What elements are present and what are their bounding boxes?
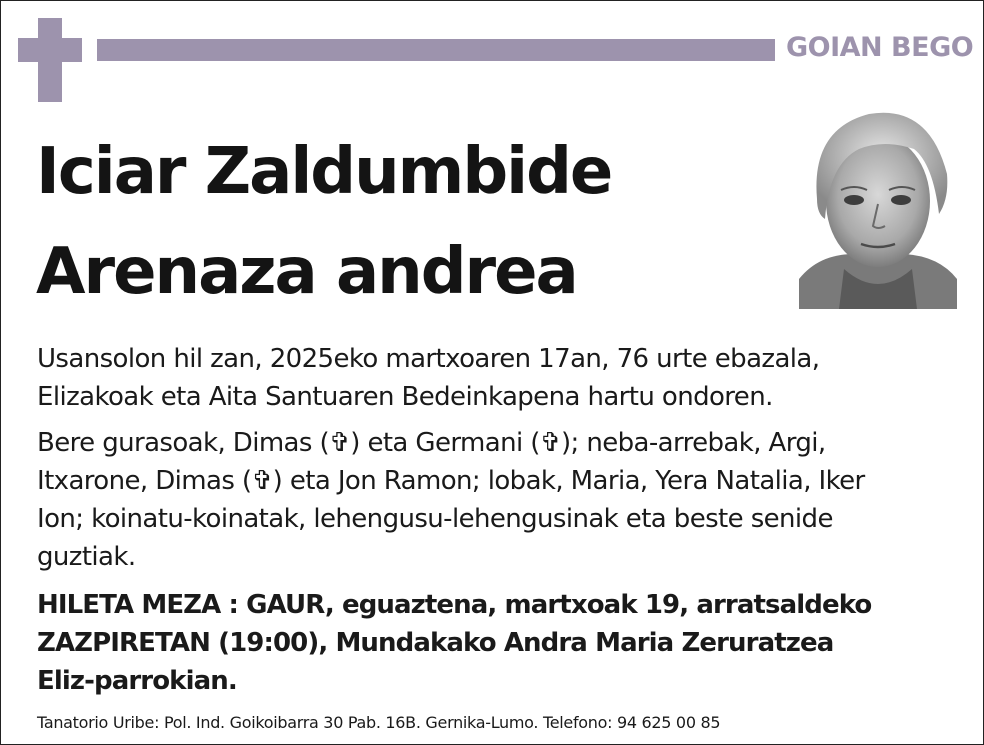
text-line: Bere gurasoak, Dimas (✞) eta Germani (✞); neba-arrebak, Argi, [37, 428, 826, 458]
deceased-name-line1: Iciar Zaldumbide [36, 135, 612, 209]
text-line: HILETA MEZA : GAUR, eguaztena, martxoak 19, arratsaldeko [37, 590, 872, 620]
family-paragraph [37, 424, 957, 576]
portrait-photo [799, 104, 957, 309]
text-line: Itxarone, Dimas (✞) eta Jon Ramon; lobak, Maria, Yera Natalia, Iker [37, 466, 865, 496]
text-line: guztiak. [37, 542, 136, 572]
text-line: ZAZPIRETAN (19:00), Mundakako Andra Maria Zeruratzea [37, 628, 834, 658]
header-rule [97, 39, 775, 61]
deceased-name-line2: Arenaza andrea [36, 235, 577, 309]
funeral-home-footer: Tanatorio Uribe: Pol. Ind. Goikoibarra 30 Pab. 16B. Gernika-Lumo. Telefono: 94 625 00 85 [37, 713, 721, 732]
text-line: Usansolon hil zan, 2025eko martxoaren 17an, 76 urte ebazala, [37, 344, 820, 374]
text-line: Eliz-parrokian. [37, 666, 237, 696]
text-line: Elizakoak eta Aita Santuaren Bedeinkapena hartu ondoren. [37, 382, 773, 412]
header-label: GOIAN BEGO [786, 32, 974, 63]
death-notice-paragraph [37, 340, 957, 416]
cross-horizontal-bar [18, 38, 82, 62]
text-line: Ion; koinatu-koinatak, lehengusu-lehengusinak eta beste senide [37, 504, 833, 534]
funeral-mass-paragraph [37, 586, 957, 700]
